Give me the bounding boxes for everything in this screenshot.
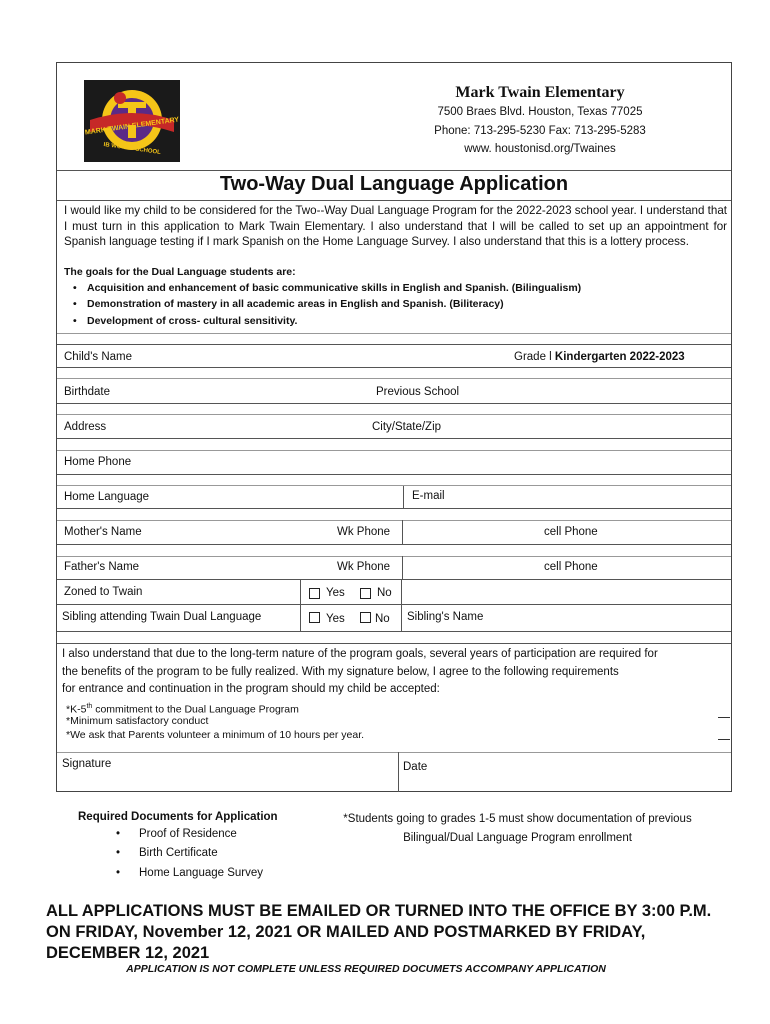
completeness-note: APPLICATION IS NOT COMPLETE UNLESS REQUIRED DOCUMETS ACCOMPANY APPLICATION: [126, 963, 606, 975]
divider: [718, 739, 730, 740]
divider: [57, 378, 731, 379]
bullet: •: [116, 828, 121, 840]
school-name: Mark Twain Elementary: [455, 84, 625, 101]
goal-item: [73, 315, 297, 327]
bullet: •: [73, 298, 77, 310]
mothers-name-field[interactable]: Mother's Name: [64, 526, 142, 538]
grade-field: [514, 351, 685, 363]
goal-item: [73, 298, 504, 310]
goal-text: Development of cross- cultural sensitivity.: [87, 315, 298, 327]
agreement-line: for entrance and continuation in the program should my child be accepted:: [62, 683, 440, 695]
page-title: Two-Way Dual Language Application: [219, 173, 569, 195]
divider: [57, 643, 731, 644]
previous-school-field[interactable]: Previous School: [376, 386, 460, 398]
divider: [57, 367, 731, 368]
enrollment-note: *Students going to grades 1-5 must show documentation of previous Bilingual/Dual Language Program enrollment: [343, 813, 692, 844]
requirement-superscript: th: [86, 703, 93, 710]
grade-label: Grade l: [514, 351, 552, 363]
childs-name-field[interactable]: Child's Name: [64, 351, 133, 363]
divider: [718, 717, 730, 718]
divider: [57, 403, 731, 404]
divider: [57, 414, 731, 415]
mother-cell-phone-field[interactable]: cell Phone: [544, 526, 598, 538]
sibling-yes-checkbox[interactable]: [309, 612, 320, 623]
required-docs-title: Required Documents for Application: [78, 811, 278, 823]
signature-field[interactable]: Signature: [62, 758, 112, 770]
goals-title: The goals for the Dual Language students are:: [64, 266, 296, 278]
required-doc-text: Home Language Survey: [139, 867, 264, 879]
zoned-yes-checkbox[interactable]: [309, 588, 320, 599]
bullet: •: [73, 315, 77, 327]
agreement-line: the benefits of the program to be fully realized. With my signature below, I agree to the following requirements: [62, 666, 619, 678]
deadline-notice: [46, 901, 746, 964]
divider: [401, 579, 402, 631]
address-field[interactable]: Address: [64, 421, 107, 433]
grade-value: Kindergarten 2022-2023: [554, 351, 685, 363]
sibling-yes-label: Yes: [326, 613, 345, 625]
divider: [300, 579, 301, 631]
divider: [57, 631, 731, 632]
bullet: •: [116, 847, 121, 859]
required-doc-item: [116, 867, 263, 879]
zoned-label: Zoned to Twain: [64, 586, 143, 598]
divider: [57, 200, 731, 201]
goal-text: Acquisition and enhancement of basic communicative skills in English and Spanish. (Bilingualism): [87, 282, 582, 294]
svg-text:IB WORLD SCHOOL: IB WORLD SCHOOL: [103, 142, 162, 156]
divider: [57, 752, 731, 753]
deadline-line: DECEMBER 12, 2021: [46, 944, 210, 962]
divider: [57, 450, 731, 451]
divider: [57, 474, 731, 475]
fathers-name-field[interactable]: Father's Name: [64, 561, 140, 573]
divider: [57, 485, 731, 486]
divider: [402, 520, 403, 544]
requirement-item: *We ask that Parents volunteer a minimum of 10 hours per year.: [66, 729, 365, 741]
divider: [57, 544, 731, 545]
bullet: •: [73, 282, 77, 294]
divider: [57, 520, 731, 521]
sibling-label: Sibling attending Twain Dual Language: [62, 611, 262, 623]
father-work-phone-field[interactable]: Wk Phone: [337, 561, 391, 573]
divider: [57, 556, 731, 557]
school-phone-fax: Phone: 713-295-5230 Fax: 713-295-5283: [434, 125, 646, 137]
home-phone-field[interactable]: Home Phone: [64, 456, 132, 468]
requirement-text: *K-5: [66, 703, 87, 716]
divider: [57, 604, 731, 605]
required-doc-text: Proof of Residence: [139, 828, 237, 840]
deadline-line: ALL APPLICATIONS MUST BE EMAILED OR TURNED INTO THE OFFICE BY 3:00 P.M.: [46, 902, 712, 920]
bullet: •: [116, 867, 121, 879]
zoned-no-checkbox[interactable]: [360, 588, 371, 599]
divider: [398, 752, 399, 792]
deadline-line: ON FRIDAY, November 12, 2021 OR MAILED AND POSTMARKED BY FRIDAY,: [46, 923, 646, 941]
zoned-yes-label: Yes: [326, 587, 345, 599]
home-language-field[interactable]: Home Language: [64, 491, 150, 503]
email-field[interactable]: E-mail: [412, 490, 445, 502]
city-state-zip-field[interactable]: City/State/Zip: [372, 421, 442, 433]
required-doc-text: Birth Certificate: [139, 847, 218, 859]
required-doc-item: [116, 847, 218, 859]
svg-text:MARK TWAIN ELEMENTARY: MARK TWAIN ELEMENTARY: [84, 116, 180, 137]
intro-paragraph: I would like my child to be considered for the Two--Way Dual Language Program for the 2022-2023 school year. I understand that I must turn in this application to Mark Twain Elementary. I also understand that I will be called to set up an appointment for Spanish language testing if I mark Spanish on the Home Language Survey. I also understand that this is a lottery process.: [64, 204, 727, 248]
goal-item: [73, 282, 581, 294]
siblings-name-field[interactable]: Sibling's Name: [407, 611, 484, 623]
school-address: 7500 Braes Blvd. Houston, Texas 77025: [437, 106, 643, 118]
birthdate-field[interactable]: Birthdate: [64, 386, 111, 398]
school-website: www. houstonisd.org/Twaines: [464, 143, 616, 155]
sibling-no-checkbox[interactable]: [360, 612, 371, 623]
requirement-text: commitment to the Dual Language Program: [92, 703, 299, 716]
zoned-no-label: No: [377, 587, 392, 599]
divider: [57, 344, 731, 345]
mother-work-phone-field[interactable]: Wk Phone: [337, 526, 391, 538]
goal-text: Demonstration of mastery in all academic areas in English and Spanish. (Biliteracy): [87, 298, 504, 310]
divider: [57, 333, 731, 334]
school-logo: [84, 80, 180, 162]
date-field[interactable]: Date: [403, 761, 428, 773]
divider: [57, 438, 731, 439]
divider: [57, 170, 731, 171]
required-doc-item: [116, 828, 237, 840]
father-cell-phone-field[interactable]: cell Phone: [544, 561, 598, 573]
agreement-line: I also understand that due to the long-term nature of the program goals, several years of participation are required for: [62, 648, 658, 660]
requirement-item: *Minimum satisfactory conduct: [66, 715, 209, 727]
divider: [57, 579, 731, 580]
divider: [402, 556, 403, 579]
divider: [57, 508, 731, 509]
divider: [403, 486, 404, 508]
sibling-no-label: No: [375, 613, 390, 625]
